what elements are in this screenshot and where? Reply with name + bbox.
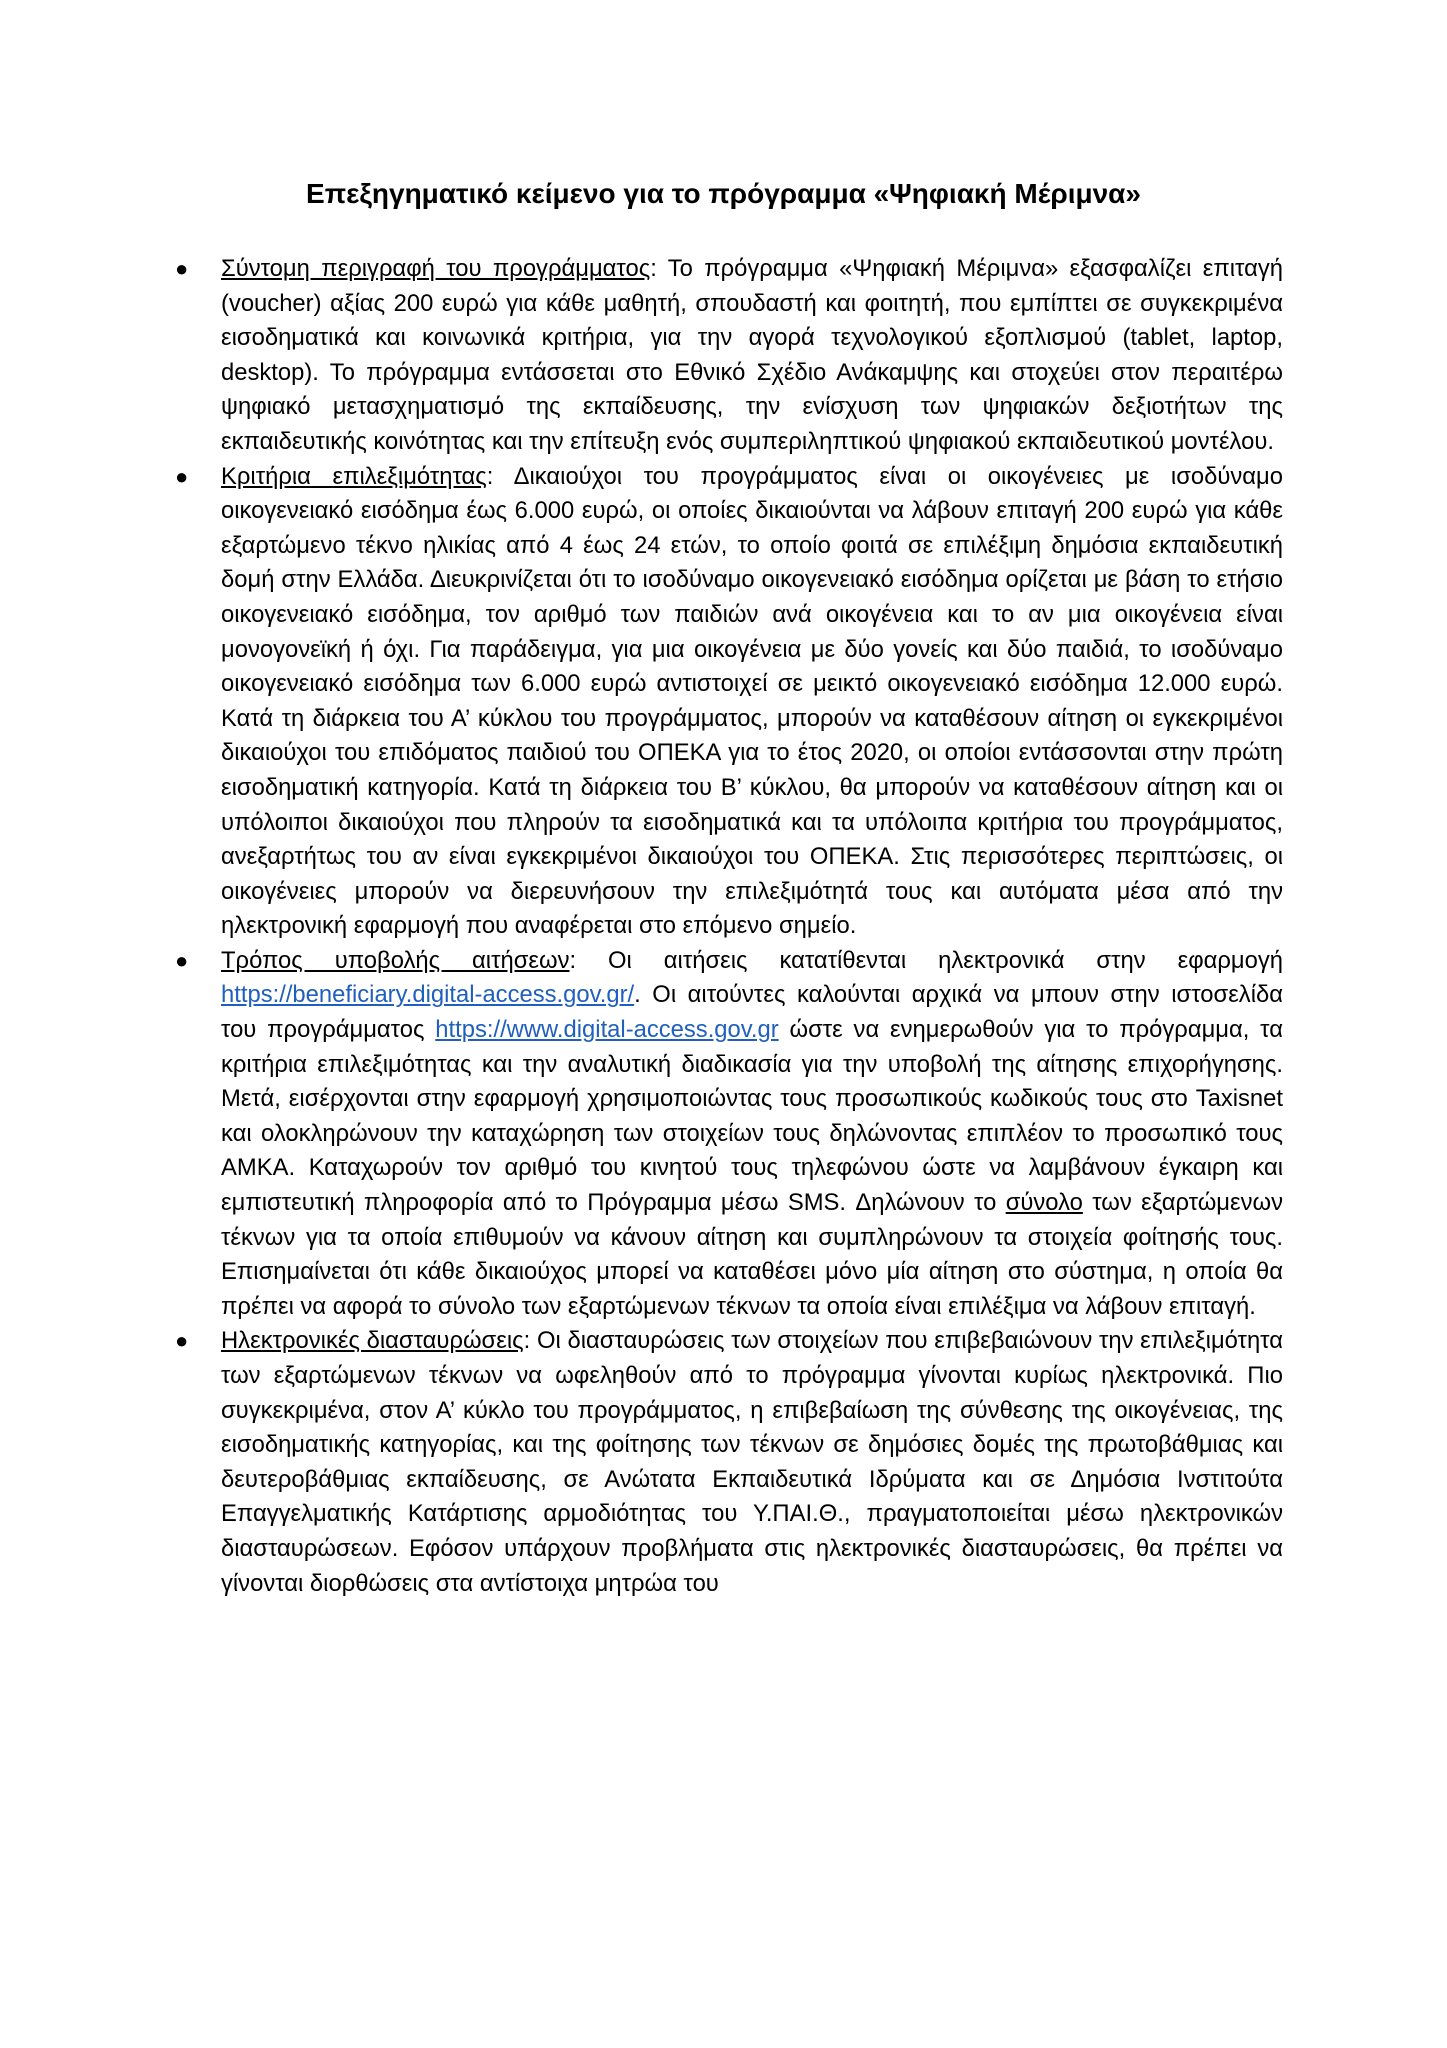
section-description (175, 252, 1283, 460)
section-body: : Οι διασταυρώσεις των στοιχείων που επιβεβαιώνουν την επιλεξιμότητα των εξαρτώμενων τέκνων να ωφεληθούν από το πρόγραμμα γίνονται κυρίως ηλεκτρονικά. Πιο συγκεκριμένα, στον Α’ κύκλο του προγράμματος, η επιβεβαίωση της σύνθεσης της οικογένειας, της εισοδηματικής κατηγορίας, και της φοίτησης των τέκνων σε δημόσιες δομές της πρωτοβάθμιας και δευτεροβάθμιας εκπαίδευσης, σε Ανώτατα Εκπαιδευτικά Ιδρύματα και σε Δημόσια Ινστιτούτα Επαγγελματικής Κατάρτισης αρμοδιότητας του Υ.ΠΑΙ.Θ., πραγματοποιείται μέσω ηλεκτρονικών διασταυρώσεων. Εφόσον υπάρχουν προβλήματα στις ηλεκτρονικές διασταυρώσεις, θα πρέπει να γίνονται διορθώσεις στα αντίστοιχα μητρώα του (221, 1327, 1284, 1597)
section-body-part: των εξαρτώμενων τέκνων για τα οποία επιθυμούν να κάνουν αίτηση και συμπληρώνουν τα στοιχεία φοίτησής τους. Επισημαίνεται ότι κάθε δικαιούχος μπορεί να καταθέσει μόνο μία αίτηση στο σύστημα, η οποία θα πρέπει να αφορά το σύνολο των εξαρτώμενων τέκνων τα οποία είναι επιλέξιμα να λάβουν επιταγή. (221, 1189, 1284, 1320)
section-heading: Τρόπος υποβολής αιτήσεων (221, 946, 570, 974)
bullet-icon: ● (175, 1328, 189, 1354)
program-website-link[interactable]: https://www.digital-access.gov.gr (435, 1016, 779, 1044)
section-eligibility (175, 460, 1283, 944)
section-heading: Κριτήρια επιλεξιμότητας (221, 462, 487, 490)
page-title: Επεξηγηματικό κείμενο για το πρόγραμμα «Ψηφιακή Μέριμνα» (306, 178, 1141, 209)
section-body-part: : Οι αιτήσεις κατατίθενται ηλεκτρονικά στην εφαρμογή (569, 946, 1283, 974)
bullet-icon: ● (175, 947, 189, 973)
section-body-part: . Οι αιτούντες καλούνται αρχικά να μπουν στην ιστοσελίδα του προγράμματος (221, 981, 1283, 1044)
beneficiary-link[interactable]: https://beneficiary.digital-access.gov.gr/ (221, 981, 635, 1009)
section-body: : Δικαιούχοι του προγράμματος είναι οι οικογένειες με ισοδύναμο οικογενειακό εισόδημα έως 6.000 ευρώ, οι οποίες δικαιούνται να λάβουν επιταγή 200 ευρώ για κάθε εξαρτώμενο τέκνο ηλικίας από 4 έως 24 ετών, το οποίο φοιτά σε επιλέξιμη δημόσια εκπαιδευτική δομή στην Ελλάδα. Διευκρινίζεται ότι το ισοδύναμο οικογενειακό εισόδημα ορίζεται με βάση το ετήσιο οικογενειακό εισόδημα, τον αριθμό των παιδιών ανά οικογένεια και το αν μια οικογένεια είναι μονογονεϊκή ή όχι. Για παράδειγμα, για μια οικογένεια με δύο γονείς και δύο παιδιά, το ισοδύναμο οικογενειακό εισόδημα των 6.000 ευρώ αντιστοιχεί σε μεικτό οικογενειακό εισόδημα 12.000 ευρώ. Κατά τη διάρκεια του Α’ κύκλου του προγράμματος, μπορούν να καταθέσουν αίτηση οι εγκεκριμένοι δικαιούχοι του επιδόματος παιδιού του ΟΠΕΚΑ για το έτος 2020, οι οποίοι εντάσσονται στην πρώτη εισοδηματική κατηγορία. Κατά τη διάρκεια του Β’ κύκλου, θα μπορούν να καταθέσουν αίτηση και οι υπόλοιποι δικαιούχοι που πληρούν τα εισοδηματικά και τα υπόλοιπα κριτήρια του προγράμματος, ανεξαρτήτως του αν είναι εγκεκριμένοι δικαιούχοι του ΟΠΕΚΑ. Στις περισσότερες περιπτώσεις, οι οικογένειες μπορούν να διερευνήσουν την επιλεξιμότητά τους και αυτόματα μέσα από την ηλεκτρονική εφαρμογή που αναφέρεται στο επόμενο σημείο. (221, 462, 1283, 940)
section-heading: Σύντομη περιγραφή του προγράμματος (221, 255, 651, 282)
section-list (175, 252, 1284, 1601)
section-heading: Ηλεκτρονικές διασταυρώσεις (221, 1327, 524, 1355)
section-body-part: ώστε να ενημερωθούν για το πρόγραμμα, τα κριτήρια επιλεξιμότητας και την αναλυτική διαδικασία για την υποβολή της αίτησης επιχορήγησης. Μετά, εισέρχονται στην εφαρμογή χρησιμοποιώντας τους προσωπικούς κωδικούς τους στο Taxisnet και ολοκληρώνουν την καταχώρηση των στοιχείων τους δηλώνοντας επιπλέον το προσωπικό τους ΑΜΚΑ. Καταχωρούν τον αριθμό του κινητού τους τηλεφώνου ώστε να λαμβάνουν έγκαιρη και εμπιστευτική πληροφορία από το Πρόγραμμα μέσω SMS. Δηλώνουν το (221, 1016, 1283, 1217)
section-application (175, 944, 1284, 1325)
section-cross-checks (175, 1324, 1284, 1601)
bullet-icon: ● (175, 256, 189, 281)
bullet-icon: ● (175, 463, 189, 489)
underlined-word: σύνολο (1005, 1189, 1083, 1217)
section-body: : Το πρόγραμμα «Ψηφιακή Μέριμνα» εξασφαλίζει επιταγή (voucher) αξίας 200 ευρώ για κάθε μαθητή, σπουδαστή και φοιτητή, που εμπίπτει σε συγκεκριμένα εισοδηματικά και κοινωνικά κριτήρια, για την αγορά τεχνολογικού εξοπλισμού (tablet, laptop, desktop). Το πρόγραμμα εντάσσεται στο Εθνικό Σχέδιο Ανάκαμψης και στοχεύει στον περαιτέρω ψηφιακό μετασχηματισμό της εκπαίδευσης, την ενίσχυση των ψηφιακών δεξιοτήτων της εκπαιδευτικής κοινότητας και την επίτευξη ενός συμπεριληπτικού ψηφιακού εκπαιδευτικού μοντέλου. (221, 255, 1283, 455)
